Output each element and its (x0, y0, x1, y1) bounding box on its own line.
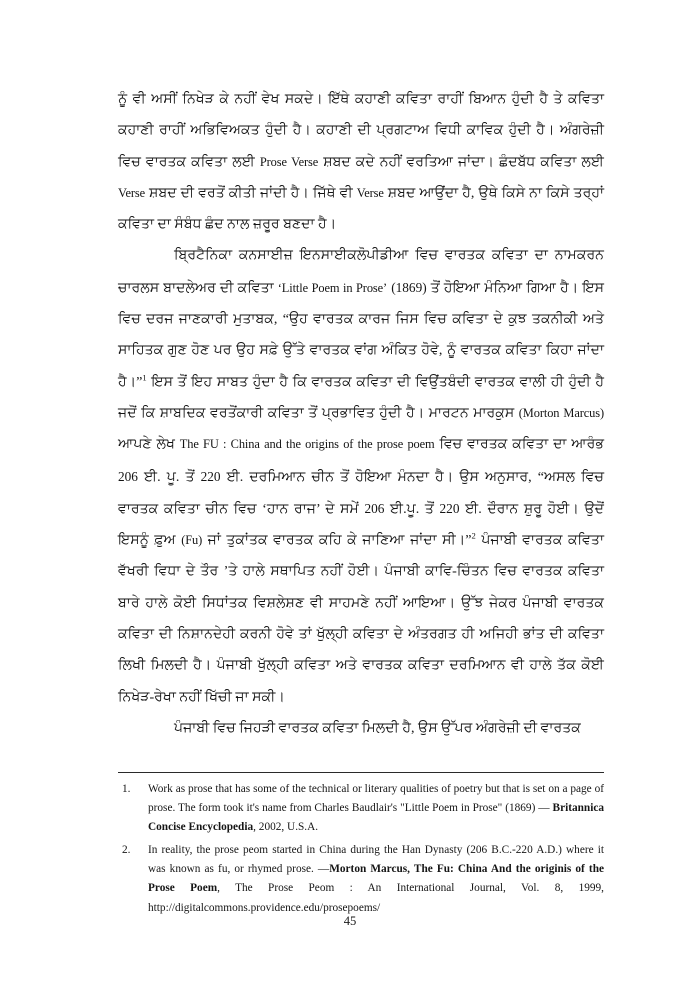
text-run: , 2002, U.S.A. (253, 821, 319, 834)
text-run: ਆਪਣੇ ਲੇਖ (118, 436, 180, 453)
numeric-text-run: 220 (200, 468, 221, 484)
text-run: ਜਾਂ ਤੁਕਾਂਤਕ ਵਾਰਤਕ ਕਹਿ ਕੇ ਜਾਣਿਆ ਜਾਂਦਾ ਸੀ।” (202, 532, 472, 549)
latin-text-run: (Morton Marcus) (518, 405, 604, 420)
footnote-text (148, 841, 604, 917)
numeric-text-run: 206 (118, 468, 138, 484)
text-run: ਬ੍ਰਿਟੈਨਿਕਾ ਕਨਸਾਈਜ਼ ਇਨਸਾਈਕਲੋਪੀਡੀਆ ਵਿਚ ਵਾਰਤਕ ਕਵਿਤਾ ਦਾ ਨਾਮਕਰਨ ਚਾਰਲਸ ਬਾਦਲੇਅਰ ਦੀ ਕਵਿਤਾ (118, 247, 604, 296)
numeric-text-run: 206 (364, 500, 385, 516)
text-run: ਨੂੰ ਵੀ ਅਸੀਂ ਨਿਖੇੜ ਕੇ ਨਹੀਂ ਵੇਖ ਸਕਦੇ। ਇੱਥੇ ਕਹਾਣੀ ਕਵਿਤਾ ਰਾਹੀਂ ਬਿਆਨ ਹੁੰਦੀ ਹੈ ਤੇ ਕਵਿਤਾ ਕਹਾਣੀ ਰਾਹੀਂ ਅਭਿਵਿਅਕਤ ਹੁੰਦੀ ਹੈ। ਕਹਾਣੀ ਦੀ ਪ੍ਰਗਟਾਅ ਵਿਧੀ ਕਾਵਿਕ ਹੁੰਦੀ ਹੈ। ਅੰਗਰੇਜ਼ੀ ਵਿਚ ਵਾਰਤਕ ਕਵਿਤਾ ਲਈ (118, 91, 604, 170)
paragraph-3 (118, 713, 604, 744)
latin-text-run: Verse (118, 185, 146, 200)
text-run: ਤੋਂ ਹੋਇਆ ਮੰਨਿਆ ਗਿਆ ਹੈ। ਇਸ ਵਿਚ ਦਰਜ ਜਾਣਕਾਰੀ ਮੁਤਾਬਕ, “ਉਹ ਵਾਰਤਕ ਕਾਰਜ ਜਿਸ ਵਿਚ ਕਵਿਤਾ ਦੇ ਕੁਝ ਤਕਨੀਕੀ ਅਤੇ ਸਾਹਿਤਕ ਗੁਣ ਹੋਣ ਪਰ ਉਹ ਸਫ਼ੇ ਉੱਤੇ ਵਾਰਤਕ ਵਾਂਗ ਅੰਕਿਤ ਹੋਵੇ, ਨੂੰ ਵਾਰਤਕ ਕਵਿਤਾ ਕਿਹਾ ਜਾਂਦਾ ਹੈ।” (118, 279, 604, 390)
text-run: ਸ਼ਬਦ ਕਦੇ ਨਹੀਂ ਵਰਤਿਆ ਜਾਂਦਾ। ਛੰਦਬੱਧ ਕਵਿਤਾ ਲਈ (318, 153, 604, 170)
bold-text-run: Britannica Concise Encyclopedia (148, 802, 604, 834)
text-run: ਸ਼ਬਦ ਆਉਂਦਾ ਹੈ, ਉਥੇ ਕਿਸੇ ਨਾ ਕਿਸੇ ਤਰ੍ਹਾਂ ਕਵਿਤਾ ਦਾ ਸੰਬੰਧ ਛੰਦ ਨਾਲ ਜ਼ਰੂਰ ਬਣਦਾ ਹੈ। (118, 184, 604, 233)
text-run: ਸ਼ਬਦ ਦੀ ਵਰਤੋਂ ਕੀਤੀ ਜਾਂਦੀ ਹੈ। ਜਿੱਥੇ ਵੀ (145, 184, 357, 201)
latin-text-run: The FU : China and the origins of the prose poem (179, 437, 435, 452)
text-run: In reality, the prose peom started in China during the Han Dynasty (206 B.C.-220 A.D.) where it was known as fu, or rhymed prose. — (148, 844, 604, 876)
text-run: ਪੰਜਾਬੀ ਵਿਚ ਜਿਹੜੀ ਵਾਰਤਕ ਕਵਿਤਾ ਮਿਲਦੀ ਹੈ, ਉਸ ਉੱਪਰ ਅੰਗਰੇਜ਼ੀ ਦੀ ਵਾਰਤਕ (174, 719, 581, 736)
latin-text-run: ‘Little Poem in Prose’ (277, 280, 388, 295)
footnote-reference-marker: 1 (142, 371, 147, 382)
numeric-text-run: (1869) (391, 279, 427, 295)
footnote-separator-rule (118, 772, 604, 773)
text-run: ਈ.ਪੂ. ਤੋਂ (384, 500, 440, 517)
text-run: , The Prose Peom : An International Journal, Vol. 8, 1999, http://digitalcommons.providence.edu/prosepoems/ (148, 882, 604, 914)
latin-text-run: Prose Verse (259, 154, 319, 169)
bold-text-run: Morton Marcus, The Fu: China And the originis of the Prose Poem (148, 863, 604, 895)
numeric-text-run: 220 (439, 500, 460, 516)
text-run: ਈ. ਦਰਮਿਆਨ ਚੀਨ ਤੋਂ ਹੋਇਆ ਮੰਨਦਾ ਹੈ। ਉਸ ਅਨੁਸਾਰ, “ਅਸਲ ਵਿਚ ਵਾਰਤਕ ਕਵਿਤਾ ਚੀਨ ਵਿਚ ‘ਹਾਨ ਰਾਜ’ ਦੇ ਸਮੇਂ (118, 468, 604, 517)
footnote-item (118, 841, 604, 917)
footnote-item (118, 780, 604, 837)
footnote-reference-marker: 2 (471, 530, 476, 541)
latin-text-run: Verse (356, 185, 384, 200)
text-run: ਪੰਜਾਬੀ ਵਾਰਤਕ ਕਵਿਤਾ ਵੱਖਰੀ ਵਿਧਾ ਦੇ ਤੌਰ ’ਤੇ ਹਾਲੇ ਸਥਾਪਿਤ ਨਹੀਂ ਹੋਈ। ਪੰਜਾਬੀ ਕਾਵਿ-ਚਿੰਤਨ ਵਿਚ ਵਾਰਤਕ ਕਵਿਤਾ ਬਾਰੇ ਹਾਲੇ ਕੋਈ ਸਿਧਾਂਤਕ ਵਿਸ਼ਲੇਸ਼ਣ ਵੀ ਸਾਹਮਣੇ ਨਹੀਂ ਆਇਆ। ਉੱਝ ਜੇਕਰ ਪੰਜਾਬੀ ਵਾਰਤਕ ਕਵਿਤਾ ਦੀ ਨਿਸ਼ਾਨਦੇਹੀ ਕਰਨੀ ਹੋਵੇ ਤਾਂ ਖੁੱਲ੍ਹੀ ਕਵਿਤਾ ਦੇ ਅੰਤਰਗਤ ਹੀ ਅਜਿਹੀ ਭਾਂਤ ਦੀ ਕਵਿਤਾ ਲਿਖੀ ਮਿਲਦੀ ਹੈ। ਪੰਜਾਬੀ ਖੁੱਲ੍ਹੀ ਕਵਿਤਾ ਅਤੇ ਵਾਰਤਕ ਕਵਿਤਾ ਦਰਮਿਆਨ ਵੀ ਹਾਲੇ ਤੱਕ ਕੋਈ ਨਿਖੇੜ-ਰੇਖਾ ਨਹੀਂ ਖਿੱਚੀ ਜਾ ਸਕੀ। (118, 532, 604, 705)
body-text-block (118, 84, 604, 744)
footnote-number: 2. (122, 844, 131, 857)
text-run: ਇਸ ਤੋਂ ਇਹ ਸਾਬਤ ਹੁੰਦਾ ਹੈ ਕਿ ਵਾਰਤਕ ਕਵਿਤਾ ਦੀ ਵਿਉਂਤਬੰਦੀ ਵਾਰਤਕ ਵਾਲੀ ਹੀ ਹੁੰਦੀ ਹੈ ਜਦੋਂ ਕਿ ਸ਼ਾਬਦਿਕ ਵਰਤੋਂਕਾਰੀ ਕਵਿਤਾ ਤੋਂ ਪ੍ਰਭਾਵਿਤ ਹੁੰਦੀ ਹੈ। ਮਾਰਟਨ ਮਾਰਕੁਸ (118, 373, 604, 421)
latin-text-run: (Fu) (181, 533, 203, 548)
text-run: ਵਿਚ ਵਾਰਤਕ ਕਵਿਤਾ ਦਾ ਆਰੰਭ (434, 436, 605, 453)
footnotes-section (118, 772, 604, 922)
paragraph-1 (118, 84, 604, 240)
paragraph-2 (118, 240, 604, 712)
text-run: ਈ. ਦੌਰਾਨ ਸ਼ੁਰੂ ਹੋਈ। ਉਦੋਂ ਇਸਨੂੰ ਫ਼ੁਅ (118, 500, 604, 549)
text-run: Work as prose that has some of the technical or literary qualities of poetry but that is set on a page of prose. The form took it's name from Charles Baudlair's "Little Poem in Prose" (1869) — (148, 783, 604, 815)
page-number: 45 (343, 914, 357, 928)
footnote-text (148, 780, 604, 837)
footnote-number: 1. (122, 783, 131, 795)
text-run: ਈ. ਪੂ. ਤੋਂ (137, 468, 201, 485)
